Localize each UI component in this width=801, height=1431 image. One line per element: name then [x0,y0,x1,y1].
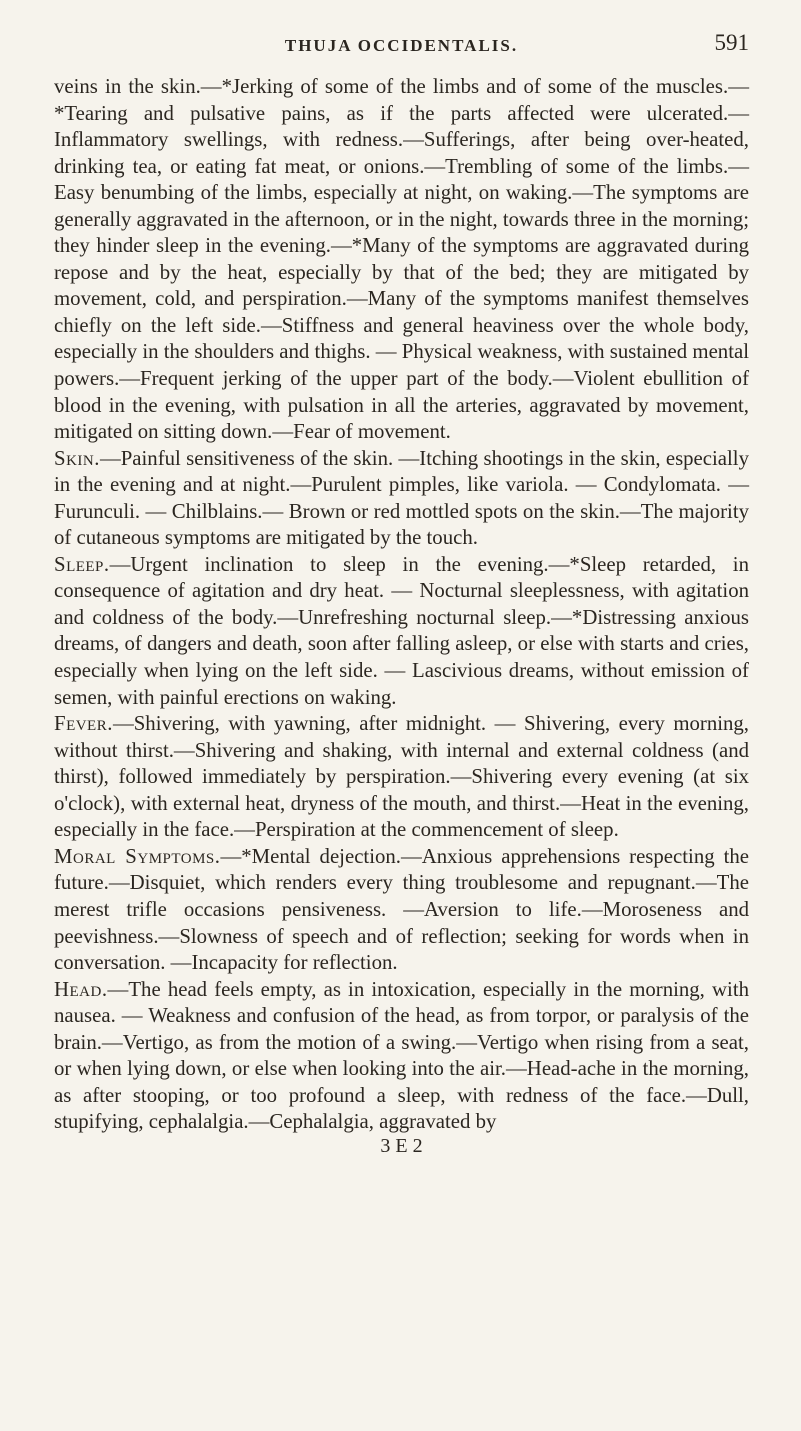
section-head [54,977,749,1136]
section-heading: Head. [54,977,108,1001]
section-sleep [54,552,749,711]
section-fever [54,711,749,844]
page-number: 591 [714,30,749,55]
section-text: —Urgent inclination to sleep in the evening.—*Sleep retarded, in consequence of agitation and dry heat. — Nocturnal sleeplessness, with agitation and coldness of the body.—Unrefreshing nocturnal sleep.—*Distressing anxious dreams, of dangers and death, soon after falling asleep, or else with starts and cries, especially when lying on the left side. — Lascivious dreams, without emission of semen, with painful erections on waking. [54,552,749,709]
section-text: —Painful sensitiveness of the skin. —Itching shootings in the skin, especially in the evening and at night.—Purulent pimples, like variola. — Condylomata. — Furunculi. — Chilblains.— Brown or red mottled spots on the skin.—The majority of cutaneous symptoms are mitigated by the touch. [54,446,749,550]
section-heading: Skin. [54,446,100,470]
continuation-paragraph: veins in the skin.—*Jerking of some of the limbs and of some of the muscles.—*Tearing and pulsative pains, as if the parts affected were ulcerated.—Inflammatory swellings, with redness.—Sufferings, after being over-heated, drinking tea, or eating fat meat, or onions.—Trembling of some of the limbs.—Easy benumbing of the limbs, especially at night, on waking.—The symptoms are generally aggravated in the afternoon, or in the night, towards three in the morning; they hinder sleep in the evening.—*Many of the symptoms are aggravated during repose and by the heat, especially by that of the bed; they are mitigated by movement, cold, and perspiration.—Many of the symptoms manifest themselves chiefly on the left side.—Stiffness and general heaviness over the whole body, especially in the shoulders and thighs. — Physical weakness, with sustained mental powers.—Frequent jerking of the upper part of the body.—Violent ebullition of blood in the evening, with pulsation in all the arteries, aggravated by movement, mitigated on sitting down.—Fear of movement. [54,75,749,444]
body-text [54,74,749,1136]
section-text: —*Mental dejection.—Anxious apprehensions respecting the future.—Disquiet, which renders every thing troublesome and repugnant.—The merest trifle occasions pensiveness. —Aversion to life.—Moroseness and peevishness.—Slowness of speech and of reflection; seeking for words when in conversation. —Incapacity for reflection. [54,844,749,975]
section-heading: Sleep. [54,552,110,576]
section-moral-symptoms [54,844,749,977]
running-header [54,28,749,62]
signature-mark: 3 E 2 [380,1134,423,1157]
section-text: —The head feels empty, as in intoxication, especially in the morning, with nausea. — Weakness and confusion of the head, as from torpor, or paralysis of the brain.—Vertigo, as from the motion of a swing.—Vertigo when rising from a seat, or when lying down, or else when looking into the air.—Head-ache in the morning, as after stooping, or too profound a sleep, with redness of the face.—Dull, stupifying, cephalalgia.—Cephalalgia, aggravated by [54,977,749,1134]
section-text: —Shivering, with yawning, after midnight. — Shivering, every morning, without thirst.—Shivering and shaking, with internal and external coldness (and thirst), followed immediately by perspiration.—Shivering every evening (at six o'clock), with external heat, dryness of the mouth, and thirst.—Heat in the evening, especially in the face.—Perspiration at the commencement of sleep. [54,712,749,842]
section-heading: Moral Symptoms. [54,844,221,868]
section-skin [54,446,749,552]
running-title: THUJA OCCIDENTALIS. [284,36,519,55]
section-heading: Fever. [54,712,113,736]
